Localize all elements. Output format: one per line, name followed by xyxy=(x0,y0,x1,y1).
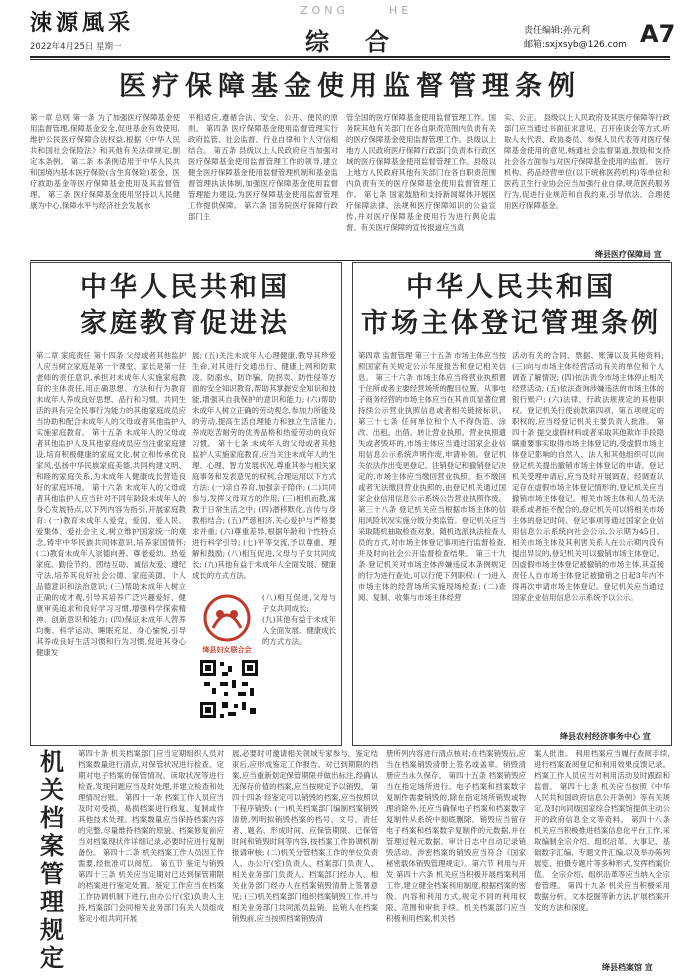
header-rule xyxy=(30,56,670,58)
article-column: 实、公正。 县级以上人民政府及其医疗保障等行政部门应当通过书面征求意见、召开座谈会等方式,听取人大代表、政协委员、参保人员代表等对医疗保障基金使用的意见,畅通社会监督渠道,鼓励和支持社会各方面参与对医疗保障基金使用的监督。 医疗机构、药品经营单位(以下统称医药机构)等单位和医药卫生行业协会应当加强行业自律,规范医药服务行为,促进行业规范和自我约束,引导依法、合理使用医疗保障基金。 xyxy=(504,113,670,210)
editor-info xyxy=(524,24,627,52)
svg-text:绛县妇女联合会: 绛县妇女联合会 xyxy=(202,646,252,654)
article-signature: 绛县农村经济事务中心 宣 xyxy=(560,732,651,741)
page-header xyxy=(0,0,700,58)
title-line: 家庭教育促进法 xyxy=(80,308,290,339)
header-rule-thin xyxy=(30,59,670,60)
article-signature: 绛县医疗保障局 宣 xyxy=(595,250,662,259)
section-name-en xyxy=(300,4,452,17)
section-divider xyxy=(30,260,670,261)
title-line: 中华人民共和国 xyxy=(406,272,616,303)
article-column: 第四十条 机关档案部门应当定期组织人员对档案数量进行清点,对保管状况进行检查。定期对电子档案的保管情况、读取状况等进行检查,发现问题应当及时处理,并建立检查和处理情况台账。 第四十一条 档案工作人员应当及时对受损、易损档案进行修复、复制或作其他技术处理。档案数量应当保持档案内容的完整,尽量维持档案的原貌。档案修复前应当对档案现状作详细记录,必要时应进行复制备份。 第四十二条 机关档案工作人员因工作需要,经批准可以阅览。 第五节 鉴定与销毁 第四十三条 机关应当定期对已达到保管期限的档案进行鉴定处置。鉴定工作应当在档案工作协调机制下进行,由办公厅(室)负责人主持,档案部门会同相关业务部门有关人员组成鉴定小组共同开展 xyxy=(78,749,224,923)
page-number: A7 xyxy=(640,20,676,48)
issue-date: 2022年4月25日 星期一 xyxy=(30,42,122,52)
article-title: 医疗保障基金使用监督管理条例 xyxy=(119,71,581,102)
article-signature: 绛县档案馆 宣 xyxy=(602,963,653,972)
article-column: 第四章 监督管理 第三十五条 市场主体应当按照国家有关规定公示年度报告和登记相关信息。 第三十六条 市场主体应当将营业执照置于住所或者主要经营场所的醒目位置。从事电子商务经营的市场主体应当在其首页显著位置持续公示营业执照信息或者相关链接标识。 第三十七条 任何单位和个人不得伪造、涂改、出租、出借、转让营业执照。营业执照遗失或者毁坏的,市场主体应当通过国家企业信用信息公示系统声明作废,申请补领。登记机关依法作出变更登记、注销登记和撤销登记决定的,市场主体应当缴回营业执照。拒不缴回或者无法缴回营业执照的,由登记机关通过国家企业信用信息公示系统公告营业执照作废。 第三十八条 登记机关应当根据市场主体的信用风险状况实施分级分类监管。登记机关应当采取随机抽取检查对象、随机选派执法检查人员的方式,对市场主体登记事项进行监督检查,并及时向社会公开监督检查结果。 第三十九条 登记机关对市场主体涉嫌违反本条例规定的行为进行查处,可以行使下列职权: (一)进入市场主体的经营场所实施现场检查; (二)查阅、复制、收集与市场主体经营 xyxy=(358,351,506,602)
article-column: 展; (五)关注未成年人心理健康,教导其珍爱生命,对其进行交通出行、健康上网和防欺凌、防溺水、防诈骗、防拐卖、防性侵等方面的安全知识教育,帮助其掌握安全知识和技能,增强其自我保护的意识和能力; (六)帮助未成年人树立正确的劳动观念,参加力所能及的劳动,提高生活自理能力和独立生活能力,养成吃苦耐劳的优秀品格和热爱劳动的良好习惯。 第十七条 未成年人的父母或者其他监护人实施家庭教育,应当关注未成年人的生理、心理、智力发展状况,尊重其参与相关家庭事务和发表意见的权利,合理运用以下方式方法: (一)亲自养育,加强亲子陪伴; (二)共同参与,发挥父母双方的作用; (三)相机而教,寓教于日常生活之中; (四)潜移默化,言传与身教相结合; (五)严慈相济,关心爱护与严格要求并重; (六)尊重差异,根据年龄和个性特点进行科学引导; (七)平等交流,予以尊重、理解和鼓励; (八)相互促进,父母与子女共同成长; (九)其他有益于未成年人全面发展、健康成长的方式方法。 xyxy=(192,351,336,580)
article-column-tail: (八)相互促进,父母与子女共同成长; (九)其他有益于未成年人全面发展、健康成长的方式方法。 xyxy=(262,593,336,646)
article-column: 第一章 总则 第一条 为了加强医疗保障基金使用监督管理,保障基金安全,促进基金有效使用,维护公民医疗保障合法权益,根据《中华人民共和国社会保险法》和其他有关法律规定,制定本条例。 第二条 本条例适用于中华人民共和国境内基本医疗保险(含生育保险)基金、医疗救助基金等医疗保障基金使用及其监督管理。 第三条 医疗保障基金使用坚持以人民健康为中心,保障水平与经济社会发展水 xyxy=(30,113,180,210)
masthead: 涑源風采 xyxy=(30,10,135,36)
article-column: 管全国的医疗保障基金使用监督管理工作。国务院其他有关部门在各自职责范围内负责有关的医疗保障基金使用监督管理工作。县级以上地方人民政府医疗保障行政部门负责本行政区域的医疗保障基金使用监督管理工作。县级以上地方人民政府其他有关部门在各自职责范围内负责有关的医疗保障基金使用监督管理工作。 第七条 国家鼓励和支持新闻媒体开展医疗保障法律、法规和医疗保障知识的公益宣传,并对医疗保障基金使用行为进行舆论监督。有关医疗保障的宣传报道应当真 xyxy=(346,113,496,232)
section-en-right: HE xyxy=(388,4,413,17)
article-title xyxy=(354,270,668,342)
section-name: 综合 xyxy=(305,27,425,56)
article-column: 案人批准。 利用档案应当履行查阅手续,进行档案查阅登记和利用效果反馈记录。档案工作人员应当对利用活动及时跟踪和监督。 第四十七条 机关应当按照《中华人民共和国政府信息公开条例》等有关规定,及时向同级国家综合档案馆提供主动公开的政府信息全文等资料。 第四十八条 机关应当积极推进档案信息化平台工作,采取编制全宗介绍、组织沿革、大事记、基础数字汇编、专题文件汇编,以及举办陈列展览、拍摄专题片等多种形式,发挥档案价值。 全宗介绍、组织沿革等应当纳入全宗卷管理。 第四十九条 机关应当积极采用数据分析、文本挖掘等新方法,扩展档案开发的方法和深度。 xyxy=(534,749,670,912)
article-title xyxy=(32,270,338,342)
editor-email: 邮箱:sxjxsyb@126.com xyxy=(524,40,627,50)
title-line: 市场主体登记管理条例 xyxy=(361,308,661,339)
article-column: 第二章 家庭责任 第十四条 父母或者其他监护人应当树立家庭是第一个课堂、家长是第一任老师的责任意识,承担对未成年人实施家庭教育的主体责任,用正确思想、方法和行为教育未成年人养成良好思想、品行和习惯。共同生活的具有完全民事行为能力的其他家庭成员应当协助和配合未成年人的父母或者其他监护人实施家庭教育。 第十五条 未成年人的父母或者其他监护人及其他家庭成员应当注重家庭建设,培育积极健康的家庭文化,树立和传承优良家风,弘扬中华民族家庭美德,共同构建文明、和睦的家庭关系,为未成年人健康成长营造良好的家庭环境。 第十六条 未成年人的父母或者其他监护人应当针对不同年龄段未成年人的身心发展特点,以下列内容为指引,开展家庭教育: (一)教育未成年人爱党、爱国、爱人民、爱集体、爱社会主义,树立维护国家统一的观念,铸牢中华民族共同体意识,培养家国情怀; (二)教育未成年人崇德向善、尊老爱幼、热爱家庭、勤俭节约、团结互助、诚信友爱、遵纪守法,培养其良好社会公德、家庭美德、个人品德意识和法治意识; (三)帮助未成年人树立正确的成才观,引导其培养广泛兴趣爱好、健康审美追求和良好学习习惯,增强科学探索精神、创新意识和能力; (四)保证未成年人营养均衡、科学运动、睡眠充足、身心愉悦,引导其养成良好生活习惯和行为习惯,促进其身心健康发 xyxy=(36,351,186,657)
article-column: 展,必要时可邀请相关领域专家参与。鉴定结束后,应形成鉴定工作报告。对已到期限的档案,应当重新划定保管期限并做出标注,经确认无保存价值的档案,应当按规定予以销毁。 第四十四条 经鉴定可以销毁的档案,应当按照以下程序销毁: (一)机关档案部门编制档案销毁清册,列明拟销毁档案的档号、文号、责任者、题名、形成时间、应保管期限、已保管时间和销毁时间等内容,按档案工作协调机制报请审核; (二)机关分管档案工作的单位负责人、办公厅(室)负责人、档案部门负责人、相关业务部门负责人、档案部门经办人、相关业务部门经办人在档案销毁清册上签署意见; (三)机关档案部门组织档案销毁工作,并与相关业务部门共同派员监销。监销人在档案销毁前,应当按照档案销毁清 xyxy=(232,749,378,923)
article-column: 平相适应,遵循合法、安全、公开、便民的原则。 第四条 医疗保障基金使用监督管理实行政府监管、社会监督、行业自律和个人守信相结合。 第五条 县级以上人民政府应当加强对医疗保障基金使用监督管理工作的领导,建立健全医疗保障基金使用监督管理机制和基金监督管理执法体制,加强医疗保障基金使用监督管理能力建设,为医疗保障基金使用监督管理工作提供保障。 第六条 国务院医疗保障行政部门主 xyxy=(188,113,338,221)
section-en-left: ZONG xyxy=(300,4,349,17)
editor-name: 责任编辑:孙元利 xyxy=(524,26,591,36)
womens-federation-logo xyxy=(198,592,256,656)
article-title-vertical: 机关档案管理规定 xyxy=(40,747,64,972)
qr-code xyxy=(198,658,260,720)
title-line: 中华人民共和国 xyxy=(80,272,290,303)
article-column: 册所列内容进行清点核对;在档案销毁后,应当在档案销毁清册上签名或盖章。销毁清册应当永久保存。 第四十五条 档案销毁应当在指定场所进行。电子档案和档案数字复制件需要销毁的,除在指定场所销毁或物理消除外,还应当确保电子档案和档案数字复制件从系统中彻底删除。销毁应当留存电子档案和档案数字复制件的元数据,并在管理过程元数据、审计日志中自动记录销毁活动。涉密档案的销毁应当符合《国家秘密载体销毁管理规定》。第六节 利用与开发 第四十六条 机关应当积极开展档案利用工作,建立健全档案利用制度,根据档案的密级、内容和利用方式,规定不同的利用权限、范围和审批手续。机关档案部门应当积极利用档案,机关档 xyxy=(386,749,526,923)
article-column: 活动有关的合同、票据、账簿以及其他资料; (三)向与市场主体经营活动有关的单位和个人调查了解情况; (四)依法责令市场主体停止相关经营活动; (五)依法查询涉嫌违法的市场主体的银行账户; (六)法律、行政法规规定的其他职权。登记机关行使前款第四项、第五项规定的职权的,应当经登记机关主要负责人批准。 第四十条 提交虚假材料或者采取其他欺诈手段隐瞒重要事实取得市场主体登记的,受虚假市场主体登记影响的自然人、法人和其他组织可以向登记机关提出撤销市场主体登记的申请。登记机关受理申请后,应当及时开展调查。经调查认定存在虚假市场主体登记情形的,登记机关应当撤销市场主体登记。相关市场主体和人员无法联系或者拒不配合的,登记机关可以将相关市场主体的登记时间、登记事项等通过国家企业信用信息公示系统向社会公示,公示期为45日。相关市场主体及其利害关系人在公示期内没有提出异议的,登记机关可以撤销市场主体登记。因虚假市场主体登记被撤销的市场主体,其直接责任人自市场主体登记被撤销之日起3年内不得再次申请市场主体登记。登记机关应当通过国家企业信用信息公示系统予以公示。 xyxy=(512,351,664,602)
